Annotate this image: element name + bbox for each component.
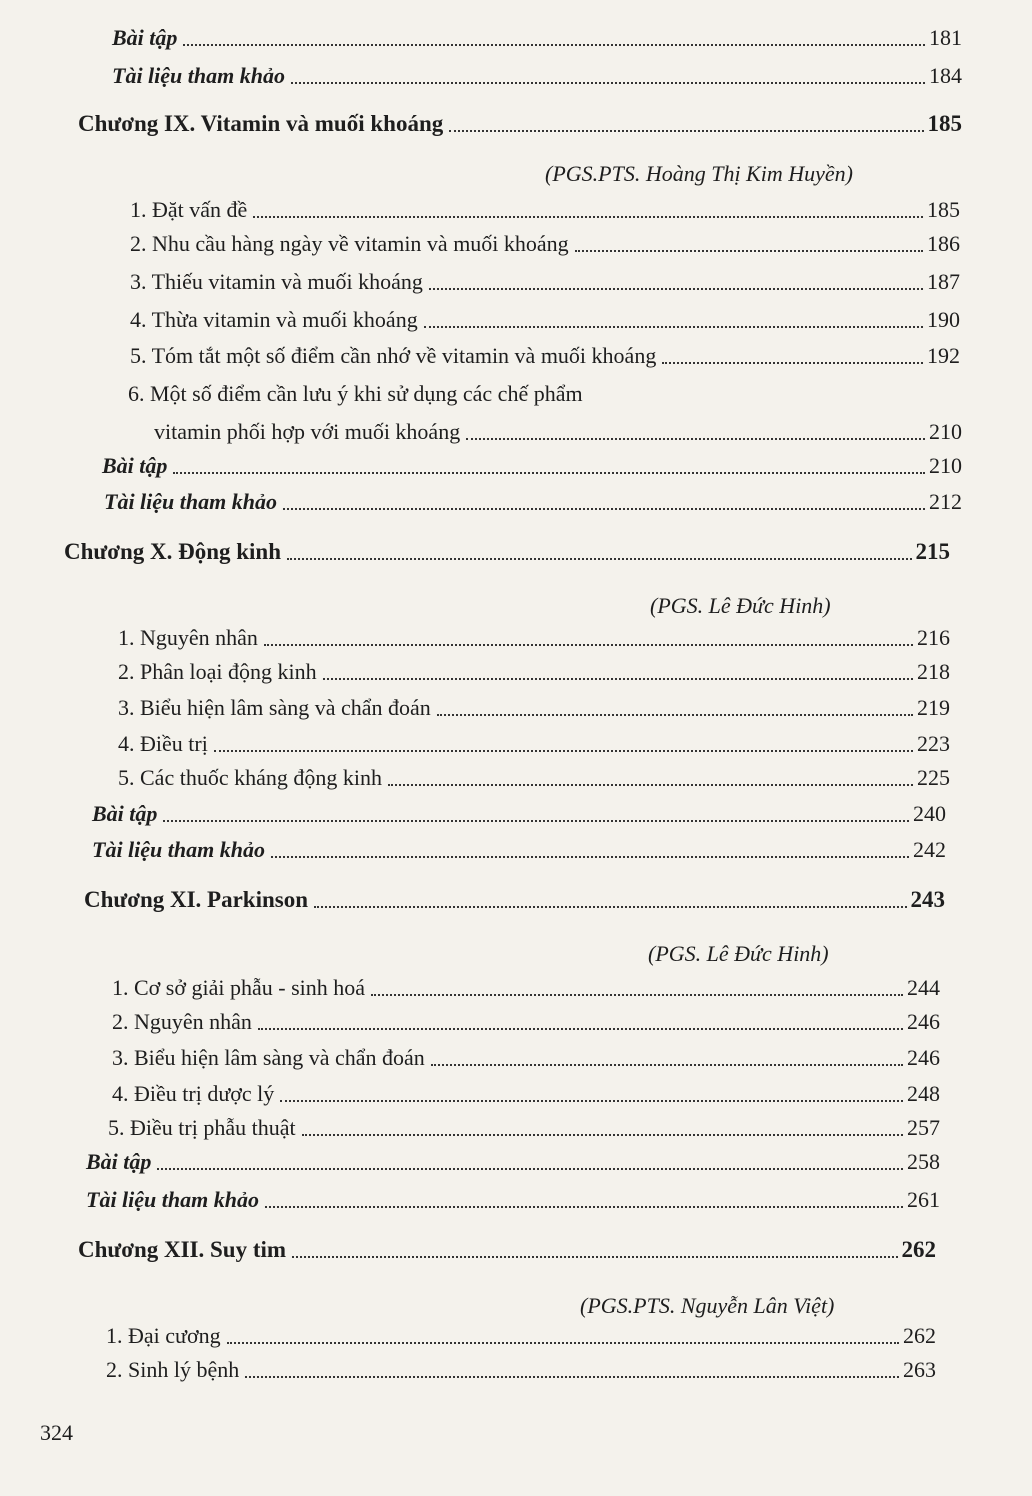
toc-entry-label: Chương IX. Vitamin và muối khoáng (78, 111, 444, 136)
dot-leader (291, 81, 925, 84)
toc-entry[interactable] (104, 488, 962, 516)
toc-entry[interactable] (118, 730, 950, 758)
chapter-author: (PGS.PTS. Nguyễn Lân Việt) (580, 1293, 835, 1318)
toc-page-number: 261 (907, 1187, 940, 1212)
toc-page-number: 244 (907, 975, 940, 1000)
toc-page-number: 215 (915, 539, 950, 564)
dot-leader (371, 993, 903, 996)
toc-entry-label: 2. Nguyên nhân (112, 1009, 252, 1034)
dot-leader (227, 1341, 899, 1344)
toc-entry-label: 3. Biểu hiện lâm sàng và chẩn đoán (112, 1045, 425, 1070)
dot-leader (466, 437, 925, 440)
toc-entry-label: Tài liệu tham khảo (92, 837, 265, 862)
toc-entry-label: Tài liệu tham khảo (112, 63, 285, 88)
dot-leader (388, 783, 913, 786)
toc-entry[interactable] (112, 1044, 940, 1072)
toc-entry[interactable] (118, 624, 950, 652)
toc-chapter[interactable] (78, 110, 962, 138)
toc-entry-label: vitamin phối hợp với muối khoáng (154, 419, 461, 444)
toc-entry-label: Chương XII. Suy tim (78, 1237, 287, 1262)
toc-chapter[interactable] (78, 1236, 936, 1264)
dot-leader (292, 1255, 897, 1258)
toc-page-number: 257 (907, 1115, 940, 1140)
toc-entry-label: Bài tập (102, 453, 168, 478)
toc-entry-label: Bài tập (86, 1149, 152, 1174)
dot-leader (283, 507, 925, 510)
dot-leader (271, 855, 909, 858)
page-number: 324 (40, 1420, 73, 1445)
toc-page-number: 218 (917, 659, 950, 684)
toc-page-number: 187 (927, 269, 960, 294)
toc-page-number: 246 (907, 1009, 940, 1034)
dot-leader (157, 1167, 903, 1170)
toc-page-number: 185 (927, 197, 960, 222)
dot-leader (264, 643, 913, 646)
dot-leader (431, 1063, 903, 1066)
toc-entry[interactable] (86, 1148, 940, 1176)
toc-page-number: 181 (929, 25, 962, 50)
dot-leader (437, 713, 913, 716)
toc-entry[interactable] (102, 452, 962, 480)
toc-page-number: 243 (910, 887, 945, 912)
toc-entry-label: 1. Đặt vấn đề (130, 197, 248, 222)
toc-page-number: 246 (907, 1045, 940, 1070)
toc-page-number: 242 (913, 837, 946, 862)
dot-leader (287, 557, 911, 560)
toc-page-number: 219 (917, 695, 950, 720)
toc-entry-label: Chương X. Động kinh (64, 539, 282, 564)
toc-chapter[interactable] (64, 538, 950, 566)
toc-page-number: 186 (927, 231, 960, 256)
toc-page-number: 212 (929, 489, 962, 514)
toc-page-number: 240 (913, 801, 946, 826)
toc-entry-label: 3. Thiếu vitamin và muối khoáng (130, 269, 423, 294)
chapter-author: (PGS. Lê Đức Hinh) (648, 941, 829, 966)
dot-leader (258, 1027, 903, 1030)
dot-leader (265, 1205, 903, 1208)
dot-leader (280, 1099, 903, 1102)
toc-entry-label: 2. Phân loại động kinh (118, 659, 317, 684)
toc-entry[interactable] (92, 836, 946, 864)
dot-leader (214, 749, 913, 752)
toc-entry[interactable] (92, 800, 946, 828)
toc-entry-label: Chương XI. Parkinson (84, 887, 309, 912)
toc-entry-label: 2. Sinh lý bệnh (106, 1357, 240, 1382)
toc-entry-label: 4. Thừa vitamin và muối khoáng (130, 307, 418, 332)
toc-entry[interactable] (112, 1008, 940, 1036)
dot-leader (424, 325, 923, 328)
toc-entry[interactable] (130, 268, 960, 296)
toc-page-number: 192 (927, 343, 960, 368)
dot-leader (245, 1375, 899, 1378)
toc-entry-label: Tài liệu tham khảo (104, 489, 277, 514)
dot-leader (253, 215, 923, 218)
toc-entry[interactable] (106, 1322, 936, 1350)
dot-leader (314, 905, 906, 908)
toc-entry[interactable] (154, 418, 962, 446)
toc-page-number: 262 (903, 1323, 936, 1348)
toc-entry-label: 5. Tóm tắt một số điểm cần nhớ về vitamin và muối khoáng (130, 343, 657, 368)
toc-entry[interactable] (108, 1114, 940, 1142)
toc-page-number: 263 (903, 1357, 936, 1382)
toc-entry-text: 6. Một số điểm cần lưu ý khi sử dụng các chế phẩm (128, 381, 583, 406)
toc-page-number: 262 (901, 1237, 936, 1262)
toc-chapter[interactable] (84, 886, 945, 914)
dot-leader (429, 287, 923, 290)
toc-entry[interactable] (106, 1356, 936, 1384)
toc-entry-label: 2. Nhu cầu hàng ngày về vitamin và muối khoáng (130, 231, 569, 256)
toc-page-number: 184 (929, 63, 962, 88)
toc-entry[interactable] (112, 974, 940, 1002)
toc-entry[interactable] (112, 1080, 940, 1108)
toc-entry[interactable] (130, 196, 960, 224)
toc-entry[interactable] (130, 342, 960, 370)
dot-leader (662, 361, 923, 364)
dot-leader (449, 129, 923, 132)
toc-entry[interactable] (118, 658, 950, 686)
chapter-author: (PGS.PTS. Hoàng Thị Kim Huyền) (545, 161, 853, 186)
toc-entry[interactable] (118, 764, 950, 792)
toc-entry-label: 1. Đại cương (106, 1323, 221, 1348)
toc-page-number: 210 (929, 419, 962, 444)
toc-entry[interactable] (86, 1186, 940, 1214)
toc-entry-label: 4. Điều trị (118, 731, 208, 756)
toc-entry-label: 1. Cơ sở giải phẫu - sinh hoá (112, 975, 366, 1000)
toc-entry[interactable] (118, 694, 950, 722)
toc-page-number: 185 (927, 111, 962, 136)
toc-page-number: 190 (927, 307, 960, 332)
toc-entry-label: 4. Điều trị dược lý (112, 1081, 275, 1106)
toc-page-number: 225 (917, 765, 950, 790)
toc-entry-label: 5. Điều trị phẫu thuật (108, 1115, 296, 1140)
dot-leader (323, 677, 913, 680)
toc-page-number: 216 (917, 625, 950, 650)
toc-entry-label: Bài tập (92, 801, 158, 826)
toc-page-number: 258 (907, 1149, 940, 1174)
toc-entry-label: 5. Các thuốc kháng động kinh (118, 765, 382, 790)
toc-entry-label: 3. Biểu hiện lâm sàng và chẩn đoán (118, 695, 431, 720)
toc-entry[interactable] (112, 24, 962, 52)
toc-entry-label: Bài tập (112, 25, 178, 50)
dot-leader (575, 249, 923, 252)
toc-page-number: 248 (907, 1081, 940, 1106)
toc-entry[interactable] (112, 62, 962, 90)
toc-entry-label: Tài liệu tham khảo (86, 1187, 259, 1212)
toc-entry[interactable] (130, 230, 960, 258)
dot-leader (163, 819, 909, 822)
chapter-author: (PGS. Lê Đức Hinh) (650, 593, 831, 618)
dot-leader (183, 43, 925, 46)
toc-entry[interactable] (130, 306, 960, 334)
dot-leader (173, 471, 925, 474)
dot-leader (302, 1133, 903, 1136)
toc-page-number: 223 (917, 731, 950, 756)
toc-page-number: 210 (929, 453, 962, 478)
toc-entry-label: 1. Nguyên nhân (118, 625, 258, 650)
